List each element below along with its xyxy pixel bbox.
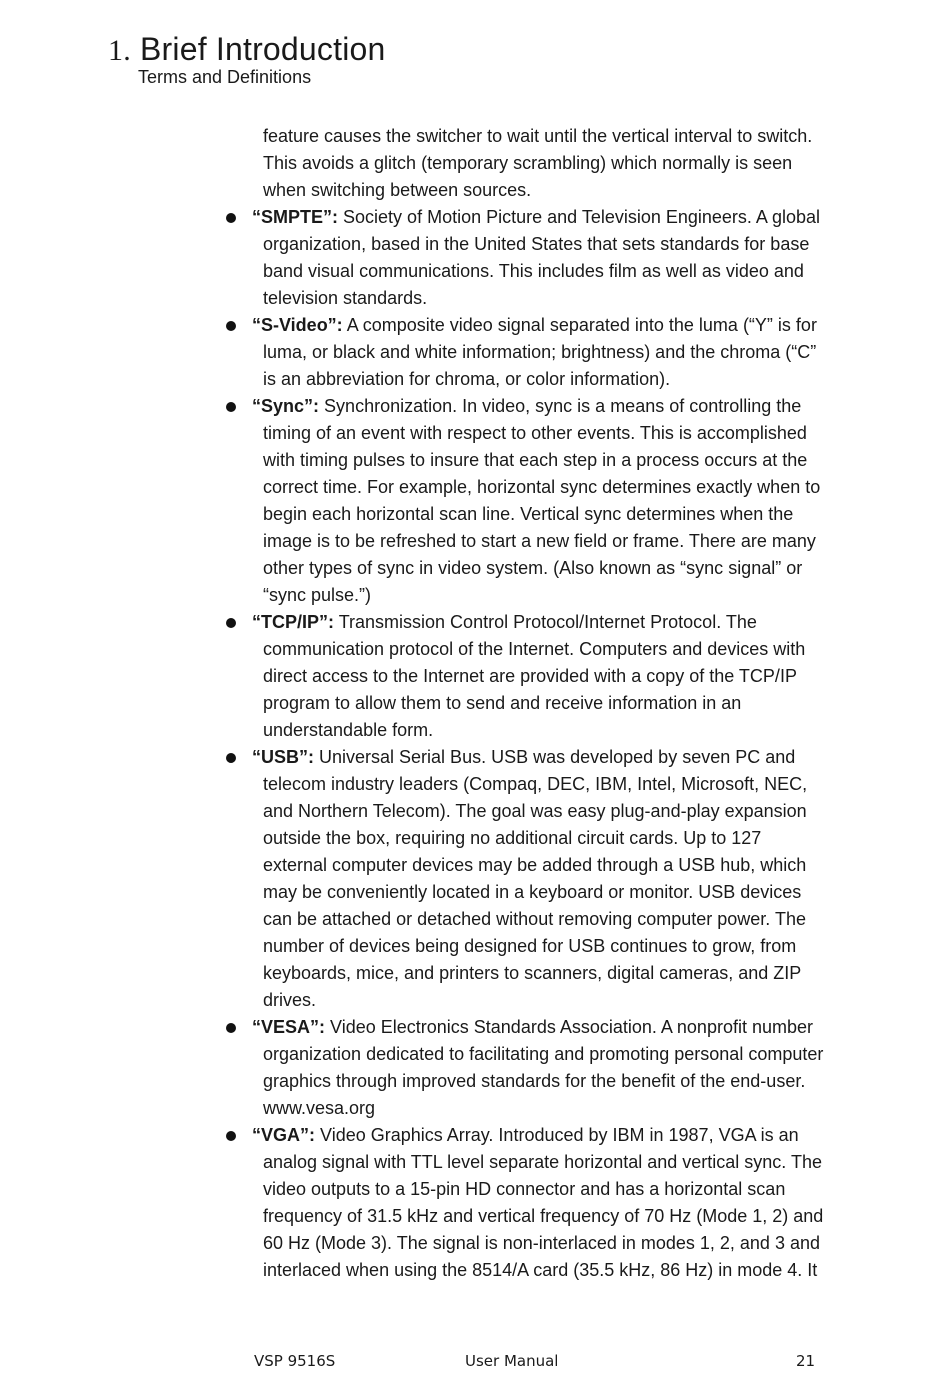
vesa-url: www.vesa.org	[263, 1098, 376, 1118]
page-header	[108, 30, 386, 70]
text-line: Society of Motion Picture and Television Engineers. A global	[343, 207, 820, 227]
continued-paragraph	[226, 123, 836, 204]
text-line: correct time. For example, horizontal sync determines exactly when to	[263, 477, 821, 497]
text-line: when switching between sources.	[263, 180, 532, 200]
bullet-icon	[226, 618, 236, 628]
text-line: telecom industry leaders (Compaq, DEC, IBM, Intel, Microsoft, NEC,	[263, 774, 808, 794]
definition-smpte	[226, 204, 836, 312]
text-line: 60 Hz (Mode 3). The signal is non-interlaced in modes 1, 2, and 3 and	[263, 1233, 820, 1253]
section-title-text: Brief Introduction	[140, 31, 386, 67]
definition-term: “SMPTE”:	[252, 207, 339, 227]
footer-model: VSP 9516S	[254, 1352, 336, 1370]
text-line: and Northern Telecom). The goal was easy plug-and-play expansion	[263, 801, 807, 821]
section-number: 1.	[108, 34, 131, 67]
text-line: Transmission Control Protocol/Internet Protocol. The	[338, 612, 757, 632]
definitions-list	[226, 123, 836, 1284]
text-line: frequency of 31.5 kHz and vertical frequency of 70 Hz (Mode 1, 2) and	[263, 1206, 824, 1226]
text-line: Universal Serial Bus. USB was developed by seven PC and	[319, 747, 796, 767]
text-line: feature causes the switcher to wait until the vertical interval to switch.	[263, 126, 813, 146]
text-line: program to allow them to send and receive information in an	[263, 693, 742, 713]
text-line: other types of sync in video system. (Also known as “sync signal” or	[263, 558, 803, 578]
definition-term: “VGA”:	[252, 1125, 315, 1145]
definition-term: “Sync”:	[252, 396, 320, 416]
definition-term: “USB”:	[252, 747, 314, 767]
definition-tcp-ip	[226, 609, 836, 744]
section-title	[108, 30, 386, 70]
text-line: may be conveniently located in a keyboard or monitor. USB devices	[263, 882, 802, 902]
definition-vesa	[226, 1014, 836, 1122]
text-line: graphics through improved standards for the benefit of the end-user.	[263, 1071, 806, 1091]
text-line: communication protocol of the Internet. Computers and devices with	[263, 639, 806, 659]
text-line: outside the box, requiring no additional circuit cards. Up to 127	[263, 828, 762, 848]
definition-sync	[226, 393, 836, 609]
bullet-icon	[226, 402, 236, 412]
text-line: timing of an event with respect to other events. This is accomplished	[263, 423, 807, 443]
bullet-icon	[226, 321, 236, 331]
text-line: number of devices being designed for USB continues to grow, from	[263, 936, 797, 956]
text-line: with timing pulses to insure that each step in a process occurs at the	[263, 450, 808, 470]
text-line: Synchronization. In video, sync is a means of controlling the	[324, 396, 802, 416]
bullet-icon	[226, 1131, 236, 1141]
footer-manual-title: User Manual	[465, 1352, 559, 1370]
text-line: external computer devices may be added through a USB hub, which	[263, 855, 807, 875]
text-line: image is to be refreshed to start a new field or frame. There are many	[263, 531, 816, 551]
definition-term: “VESA”:	[252, 1017, 326, 1037]
page-number: 21	[796, 1352, 816, 1370]
definition-usb	[226, 744, 836, 1014]
text-line: begin each horizontal scan line. Vertical sync determines when the	[263, 504, 794, 524]
text-line: interlaced when using the 8514/A card (35.5 kHz, 86 Hz) in mode 4. It	[263, 1260, 818, 1280]
text-line: can be attached or detached without removing computer power. The	[263, 909, 806, 929]
text-line: organization dedicated to facilitating and promoting personal computer	[263, 1044, 824, 1064]
bullet-icon	[226, 1023, 236, 1033]
definition-vga	[226, 1122, 836, 1284]
bullet-icon	[226, 753, 236, 763]
text-line: video outputs to a 15-pin HD connector and has a horizontal scan	[263, 1179, 786, 1199]
section-subtitle: Terms and Definitions	[138, 67, 312, 87]
text-line: understandable form.	[263, 720, 434, 740]
text-line: organization, based in the United States that sets standards for base	[263, 234, 810, 254]
text-line: keyboards, mice, and printers to scanners, digital cameras, and ZIP	[263, 963, 802, 983]
definition-term: “S-Video”:	[252, 315, 343, 335]
bullet-icon	[226, 213, 236, 223]
text-line: Video Electronics Standards Association. A nonprofit number	[330, 1017, 813, 1037]
text-line: “sync pulse.”)	[263, 585, 372, 605]
definition-term: “TCP/IP”:	[252, 612, 335, 632]
text-line: band visual communications. This includes film as well as video and	[263, 261, 804, 281]
text-line: direct access to the Internet are provided with a copy of the TCP/IP	[263, 666, 797, 686]
text-line: drives.	[263, 990, 317, 1010]
text-line: analog signal with TTL level separate horizontal and vertical sync. The	[263, 1152, 822, 1172]
text-line: Video Graphics Array. Introduced by IBM in 1987, VGA is an	[320, 1125, 799, 1145]
definition-s-video	[226, 312, 836, 393]
text-line: luma, or black and white information; brightness) and the chroma (“C”	[263, 342, 817, 362]
text-line: A composite video signal separated into the luma (“Y” is for	[346, 315, 817, 335]
text-line: This avoids a glitch (temporary scrambling) which normally is seen	[263, 153, 793, 173]
text-line: television standards.	[263, 288, 428, 308]
text-line: is an abbreviation for chroma, or color information).	[263, 369, 671, 389]
